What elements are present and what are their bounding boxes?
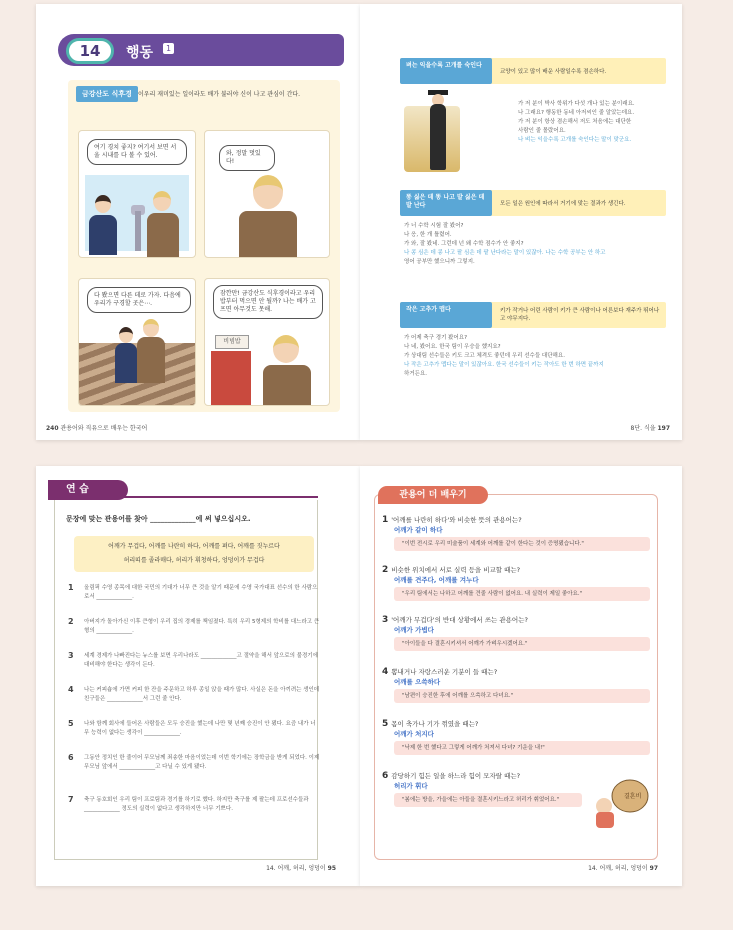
more-idioms-tag: 관용어 더 배우기	[378, 486, 488, 504]
chapter-badge: 1	[163, 43, 174, 54]
comic-intro-text: 이우리 재미있는 일이라도 배가 불러야 신이 나고 관심이 간다.	[138, 91, 301, 98]
idiom-box-2	[400, 190, 666, 216]
exercise-question-7: 7 축구 동호회인 우리 팀이 프로팀과 경기를 하기로 했다. 하지만 축구를 제 팔는데 프로선수들과 _____________ 정도의 실력이 없다고 생각하지만 너무 기쁘다.	[68, 795, 309, 812]
sack-label: 결혼비	[624, 793, 642, 800]
question-text: '어깨가 무겁다'의 반대 상황에서 쓰는 관용어는?	[391, 616, 528, 624]
answer-idiom: 어깨가 가볍다	[394, 626, 434, 634]
page-footer	[631, 423, 670, 432]
man-character-head	[253, 175, 283, 209]
idiom-choices-line-1: 어깨가 무겁다, 어깨를 나란히 하다, 어깨를 펴다, 어깨를 짓누르다	[108, 543, 280, 550]
woman-character-head	[119, 327, 133, 343]
dialog-line: 사람인 줄 몰랐어요.	[518, 128, 566, 134]
page-240	[36, 4, 360, 440]
question-text: 뽐내거나 자랑스러운 기분이 들 때는?	[391, 668, 498, 676]
dialog-line: 나 작은 고추가 맵다는 말이 있잖아요. 한국 선수들이 키는 작아도 한 번 하면 끝까지	[404, 362, 604, 368]
woman-character-body	[89, 215, 117, 255]
speech-bubble-2: 와, 정말 멋있다!	[219, 145, 275, 171]
dialog-line: 가 너 수학 시험 잘 봤어?	[404, 223, 464, 229]
comic-panel-1	[78, 130, 196, 258]
exercise-question-4: 4 나는 커피숍에 가면 커피 한 잔을 주문하고 하루 종일 앉을 때가 많다. 사실은 돈을 아끼려는 생인데 친구들은 _____________서 그런 줄 안다.	[68, 685, 320, 702]
dialog-line: 나 벼는 익을수록 고개를 숙인다는 말이 맞군요.	[518, 137, 632, 143]
idiom-tag-3: 작은 고추가 맵다	[400, 302, 492, 328]
restaurant-sign: 비빔밥	[215, 335, 249, 349]
woman-character-head	[95, 195, 111, 213]
page-number: 95	[327, 865, 336, 872]
dialog-line: 가 저 분이 박사 학위가 다섯 개나 있는 분이래요.	[518, 101, 635, 107]
man-character-head	[153, 191, 171, 211]
man-character-head	[143, 319, 159, 337]
dialog-line: 가 저 분이 항상 겸손해서 저도 처음에는 대단한	[518, 119, 632, 125]
man-character-body	[239, 211, 297, 258]
idiom-definition-3: 키가 작거나 어린 사람이 키가 큰 사람이나 어른보다 재주가 뛰어나고 야무지다.	[500, 308, 660, 322]
speech-bubble-1: 여기 경치 좋지? 여기서 보면 서울 시내를 다 볼 수 있어.	[87, 139, 187, 165]
speech-bubble-3: 다 봤으면 다른 데로 가자. 다음에 우리가 구경할 곳은⋯.	[87, 287, 191, 313]
comic-panel-3	[78, 278, 196, 406]
speech-bubble-4: 잠깐만! 금강산도 식후경이라고 우리 밥부터 먹으면 안 될까? 나는 배가 고프면 아무것도 못해.	[213, 285, 323, 319]
idiom-box-3	[400, 302, 666, 328]
answer-idiom: 어깨가 처지다	[394, 730, 434, 738]
question-text: 감당하기 힘든 일을 하느라 힘이 모자랄 때는?	[391, 772, 521, 780]
idiom-dialog-1	[518, 100, 668, 145]
dialog-line: 하거든요.	[404, 371, 428, 377]
example-sentence: "이번 전시로 우리 미술품이 세계와 어깨를 같이 한다는 것이 증명됐습니다."	[394, 537, 650, 551]
idiom-box-1	[400, 58, 666, 84]
exercise-tag: 연 습	[48, 480, 128, 500]
example-sentence: "우리 팀에서는 나하고 어깨를 견줄 사람이 없어요. 내 실력이 제일 좋아요."	[394, 587, 650, 601]
page-number: 97	[649, 865, 658, 872]
answer-idiom: 어깨가 같이 하다	[394, 526, 443, 534]
exercise-question-1: 1 올림픽 수영 종목에 대한 국민의 기대가 너무 큰 것을 알기 때문에 수영 국가대표 선수의 한 사람으로서 _____________.	[68, 583, 318, 600]
question-text: 비슷한 위치에서 서로 실력 등을 비교할 때는?	[391, 566, 521, 574]
idiom-choices-line-2: 허리띠를 졸라매다, 허리가 휘청하다, 엉덩이가 무겁다	[123, 557, 265, 564]
page-197	[360, 4, 682, 440]
graduate-rice-illustration	[404, 86, 464, 176]
answer-idiom: 허리가 휘다	[394, 782, 428, 790]
idiom-definition-2: 모든 일은 원인에 따라서 거기에 맞는 결과가 생긴다.	[500, 201, 626, 207]
example-sentence: "낙제 한 번 했다고 그렇게 어깨가 처져서 다녀? 기운을 내!"	[394, 741, 650, 755]
exercise-question-2: 2 아버지가 돌아가신 이후 큰형이 우리 집의 경제를 책임졌다. 특히 우리 5형제의 학비를 대느라고 큰형의 _____________.	[68, 617, 320, 634]
dialog-line: 가 어제 축구 경기 봤어요?	[404, 335, 468, 341]
comic-idiom-tag: 금강산도 식후경	[76, 86, 138, 102]
idiom-dialog-3	[404, 334, 666, 379]
more-idiom-item-1: 1 '어깨를 나란히 하다'와 비슷한 뜻의 관용어는? 어깨가 같이 하다 "이번 전시로 우리 미술품이 세계와 어깨를 같이 한다는 것이 증명됐습니다."	[382, 516, 650, 551]
page-footer	[588, 863, 658, 872]
page-footer-text: 14. 어깨, 허리, 엉덩이	[588, 865, 648, 872]
more-idiom-item-2: 2 비슷한 위치에서 서로 실력 등을 비교할 때는? 어깨를 견주다, 어깨를 겨누다 "우리 팀에서는 나하고 어깨를 견줄 사람이 없어요. 내 실력이 제일 좋아요."	[382, 566, 650, 601]
example-sentence: "아이들을 다 결혼시키셔서 어깨가 가벼우시겠어요."	[394, 637, 650, 651]
answer-idiom: 어깨를 견주다, 어깨를 겨누다	[394, 576, 479, 584]
dialog-line: 나 네, 봤어요. 한국 팀이 우승을 했지요?	[404, 344, 501, 350]
exercise-question-3: 3 세계 경제가 나빠진다는 뉴스를 보면 우리나라도 _____________고 절약을 해서 앞으로의 불경기에 대비해야 한다는 생각이 든다.	[68, 651, 318, 668]
woman-character-body	[115, 343, 137, 383]
page-number: 197	[657, 425, 670, 432]
page-number: 240	[46, 425, 59, 432]
question-text: '어깨를 나란히 하다'와 비슷한 뜻의 관용어는?	[391, 516, 522, 524]
dialog-line: 영어 공부만 했으니까 그렇지.	[404, 259, 475, 265]
more-idiom-item-3: 3 '어깨가 무겁다'의 반대 상황에서 쓰는 관용어는? 어깨가 가볍다 "아이들을 다 결혼시키셔서 어깨가 가벼우시겠어요."	[382, 616, 650, 651]
dialog-line: 나 응, 한 개 틀렸어.	[404, 232, 452, 238]
page-95	[36, 466, 360, 886]
heavy-sack-illustration	[584, 774, 650, 830]
man-character-body	[147, 213, 179, 257]
page-footer-text: 14. 어깨, 허리, 엉덩이	[266, 865, 326, 872]
page-footer-text: 관용어와 직유으로 배우는 한국어	[60, 425, 148, 432]
page-97	[360, 466, 682, 886]
chapter-title: 행동	[126, 45, 154, 61]
more-idiom-item-6: 6 감당하기 힘든 일을 하느라 힘이 모자랄 때는? 허리가 휘다 "봄에는 방을, 가을에는 아들을 결혼시키느라고 허리가 휘었어요."	[382, 772, 582, 807]
exercise-instruction: 문장에 맞는 관용어를 찾아 _____________에 써 넣으십시오.	[66, 515, 251, 523]
example-sentence: "남편이 승진한 후에 어깨를 으쓱하고 다녀요."	[394, 689, 650, 703]
idiom-tag-2: 똥 싫은 데 똥 나고 발 싫은 데 발 난다	[400, 190, 492, 216]
page-footer-text: 8단. 식을	[630, 425, 656, 432]
restaurant-illustration	[211, 351, 251, 405]
exercise-question-5: 5 나와 함께 회사에 들어온 사람들은 모두 승진을 했는데 나만 몇 년째 승진이 안 됐다. 요즘 내가 너무 능력이 없다는 생각이 _____________.	[68, 719, 316, 736]
dialog-line: 나 그래요? 행동한 동네 아저씨인 줄 알았는데요.	[518, 110, 635, 116]
question-text: 몸이 축가나 기가 꺾였을 때는?	[391, 720, 479, 728]
example-sentence: "봄에는 방을, 가을에는 아들을 결혼시키느라고 허리가 휘었어요."	[394, 793, 582, 807]
dialog-line: 가 상대팀 선수들은 키도 크고 체격도 좋던데 우리 선수들 대단해요.	[404, 353, 565, 359]
man-character-body	[263, 365, 311, 406]
more-idiom-item-4: 4 뽐내거나 자랑스러운 기분이 들 때는? 어깨를 으쓱하다 "남편이 승진한 후에 어깨를 으쓱하고 다녀요."	[382, 668, 650, 703]
answer-idiom: 어깨를 으쓱하다	[394, 678, 441, 686]
dialog-line: 나 콩 심은 데 콩 나고 팥 심은 데 팥 난다라는 말이 있잖아. 나는 수학 공부는 안 하고	[404, 250, 606, 256]
chapter-number: 14	[66, 38, 114, 64]
dialog-line: 가 와, 잘 봤네. 그런데 넌 왜 수학 점수가 안 좋지?	[404, 241, 524, 247]
comic-panel-4	[204, 278, 330, 406]
man-character-body	[137, 337, 165, 383]
man-character-head	[273, 335, 299, 363]
idiom-dialog-2	[404, 222, 666, 267]
page-footer	[266, 863, 336, 872]
idiom-definition-1: 교양이 있고 많이 배운 사람일수록 겸손하다.	[500, 69, 607, 75]
comic-panel-2	[204, 130, 330, 258]
exercise-question-6: 6 그동안 정치인 한 줄이어 무모님께 죄송한 마음이었는데 이번 학기에는 장학금을 받게 되었다. 이제 무모님 앞에서 _____________고 다닐 수 있게 됐다.	[68, 753, 320, 770]
page-footer	[46, 423, 147, 432]
idiom-choice-box	[74, 536, 314, 572]
more-idiom-item-5: 5 몸이 축가나 기가 꺾였을 때는? 어깨가 처지다 "낙제 한 번 했다고 그렇게 어깨가 처져서 다녀? 기운을 내!"	[382, 720, 650, 755]
idiom-tag-1: 벼는 익을수록 고개를 숙인다	[400, 58, 492, 84]
